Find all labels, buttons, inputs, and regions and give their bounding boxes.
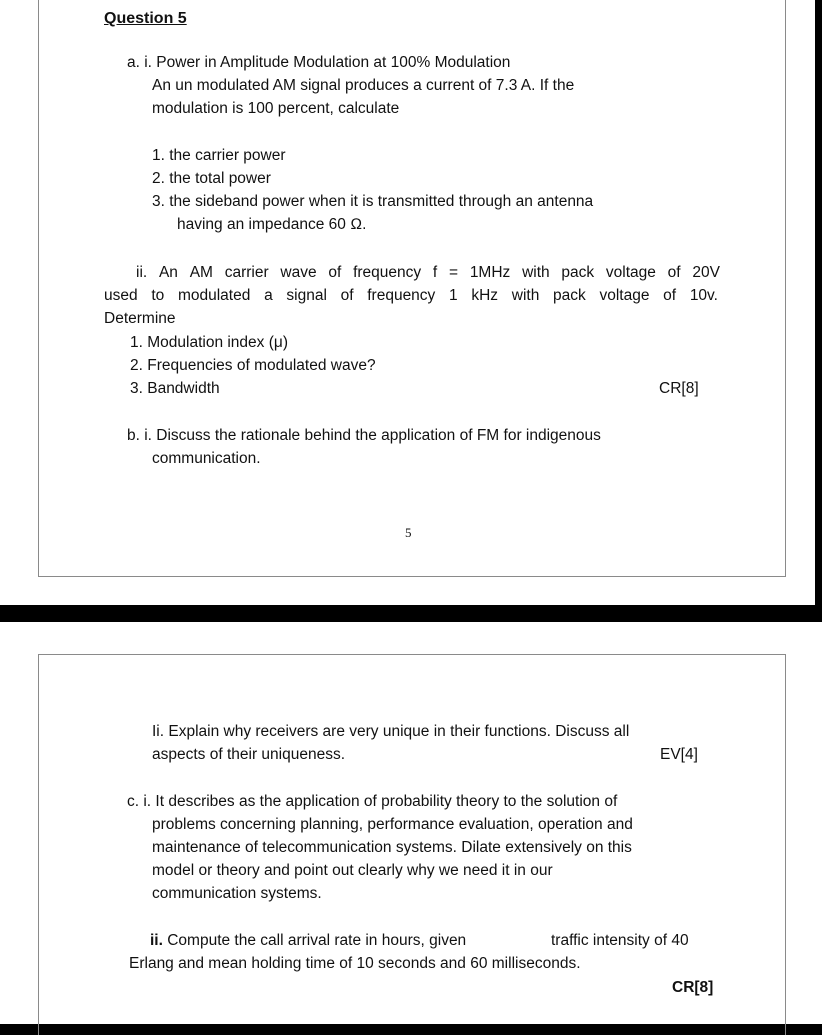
part-a-ii-text xyxy=(136,263,720,283)
word: AM xyxy=(189,264,213,281)
marks-label: CR[8] xyxy=(659,380,699,397)
word: An xyxy=(158,264,178,281)
word: frequency xyxy=(353,264,422,281)
word: ii. xyxy=(136,264,148,281)
part-c-ii-text xyxy=(150,931,466,951)
word: to xyxy=(151,287,165,304)
list-item: 2. Frequencies of modulated wave? xyxy=(130,357,376,374)
part-a-i-text: An un modulated AM signal produces a current of 7.3 A. If the xyxy=(152,77,575,94)
list-item: 3. Bandwidth xyxy=(130,380,220,397)
list-item: 2. the total power xyxy=(152,170,271,187)
list-item-continuation: having an impedance 60 Ω. xyxy=(177,216,367,233)
question-title: Question 5 xyxy=(104,10,187,27)
word: of xyxy=(667,264,681,281)
part-c-i-text: c. i. It describes as the application of probability theory to the solution of xyxy=(127,793,618,810)
marks-label: EV[4] xyxy=(660,746,698,763)
part-c-ii-line-1: Compute the call arrival rate in hours, given xyxy=(162,932,467,949)
word: with xyxy=(522,264,550,281)
part-c-ii-label: ii. xyxy=(150,932,163,949)
part-a-ii-text: Determine xyxy=(104,310,176,327)
part-c-i-text: problems concerning planning, performance evaluation, operation and xyxy=(152,816,633,833)
word: modulated xyxy=(177,287,251,304)
part-b-ii-text: aspects of their uniqueness. xyxy=(152,746,346,763)
word: of xyxy=(663,287,677,304)
word: voltage xyxy=(599,287,650,304)
word: with xyxy=(511,287,540,304)
word: pack xyxy=(553,287,586,304)
word: frequency xyxy=(367,287,436,304)
word: carrier xyxy=(224,264,269,281)
word: of xyxy=(328,264,342,281)
part-c-i-text: maintenance of telecommunication systems. Dilate extensively on this xyxy=(152,839,632,856)
list-item: 1. the carrier power xyxy=(152,147,286,164)
part-a-i-text: modulation is 100 percent, calculate xyxy=(152,100,400,117)
part-b-i-text: communication. xyxy=(152,450,261,467)
part-c-ii-text: traffic intensity of 40 xyxy=(551,932,689,949)
word: voltage xyxy=(605,264,656,281)
word: 20V xyxy=(692,264,720,281)
word: 1MHz xyxy=(469,264,511,281)
part-c-i-text: model or theory and point out clearly why we need it in our xyxy=(152,862,553,879)
page-number: 5 xyxy=(405,525,412,540)
part-c-i-text: communication systems. xyxy=(152,885,322,902)
word: f xyxy=(432,264,438,281)
word: used xyxy=(104,287,138,304)
marks-label: CR[8] xyxy=(672,979,714,996)
word: pack xyxy=(561,264,595,281)
word: 10v. xyxy=(689,287,718,304)
word: 1 xyxy=(449,287,458,304)
word: kHz xyxy=(471,287,499,304)
word: signal xyxy=(286,287,327,304)
part-a-ii-text xyxy=(104,286,718,306)
word: a xyxy=(264,287,273,304)
list-item: 1. Modulation index (μ) xyxy=(130,334,288,351)
part-b-ii-text: Ii. Explain why receivers are very unique in their functions. Discuss all xyxy=(152,723,630,740)
word: of xyxy=(340,287,354,304)
list-item: 3. the sideband power when it is transmitted through an antenna xyxy=(152,193,594,210)
word: = xyxy=(448,264,459,281)
page-2 xyxy=(0,622,822,1024)
part-c-ii-text: Erlang and mean holding time of 10 seconds and 60 milliseconds. xyxy=(129,955,581,972)
part-a-i-heading: a. i. Power in Amplitude Modulation at 100% Modulation xyxy=(127,54,511,71)
word: wave xyxy=(280,264,317,281)
part-b-i-text: b. i. Discuss the rationale behind the application of FM for indigenous xyxy=(127,427,601,444)
